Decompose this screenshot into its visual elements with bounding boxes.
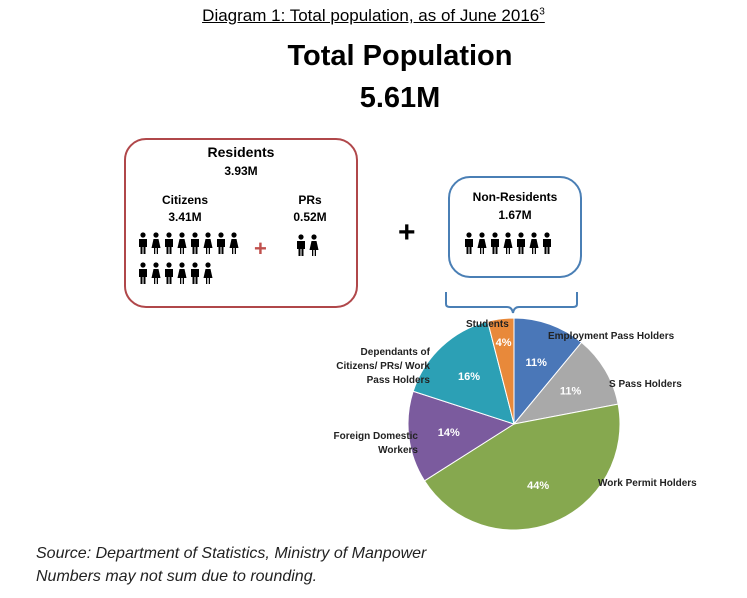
pie-percent-label: 16% [457,371,481,384]
page-title: Total Population [287,40,513,72]
pie-percent-label: 4% [495,336,512,349]
rounding-note: Numbers may not sum due to rounding. [36,568,318,585]
residents-label: Residents [207,144,275,160]
pie-chart [408,318,620,530]
total-plus-icon: + [398,216,416,249]
citizens-label: Citizens [161,193,208,207]
prs-value: 0.52M [293,210,327,224]
residents-plus-icon: + [254,236,267,261]
pie-label-s-pass: S Pass Holders [609,379,682,390]
pie-label-dependants: Dependants of Citizens/ PRs/ Work Pass Holders [336,347,430,386]
pie-label-students: Students [466,319,509,330]
pie-label-fdw: Foreign Domestic Workers [333,431,418,456]
pie-label-work-permit: Work Permit Holders [598,478,697,489]
citizens-value: 3.41M [168,210,202,224]
pie-label-employment-pass: Employment Pass Holders [548,331,675,342]
source-line: Source: Department of Statistics, Ministry of Manpower [36,545,427,562]
pie-percent-label: 11% [559,385,582,398]
non-residents-bracket [446,292,577,313]
pie-percent-label: 14% [437,427,460,440]
caption-text: Diagram 1: Total population, as of June 2016$^3$ [202,6,545,25]
non-residents-label: Non-Residents [472,190,558,204]
non-residents-value: 1.67M [498,208,532,222]
residents-value: 3.93M [224,164,258,178]
pie-percent-label: 44% [527,480,550,493]
prs-label: PRs [298,193,322,207]
total-population-value: 5.61M [359,82,441,114]
pie-percent-label: 11% [525,357,547,370]
